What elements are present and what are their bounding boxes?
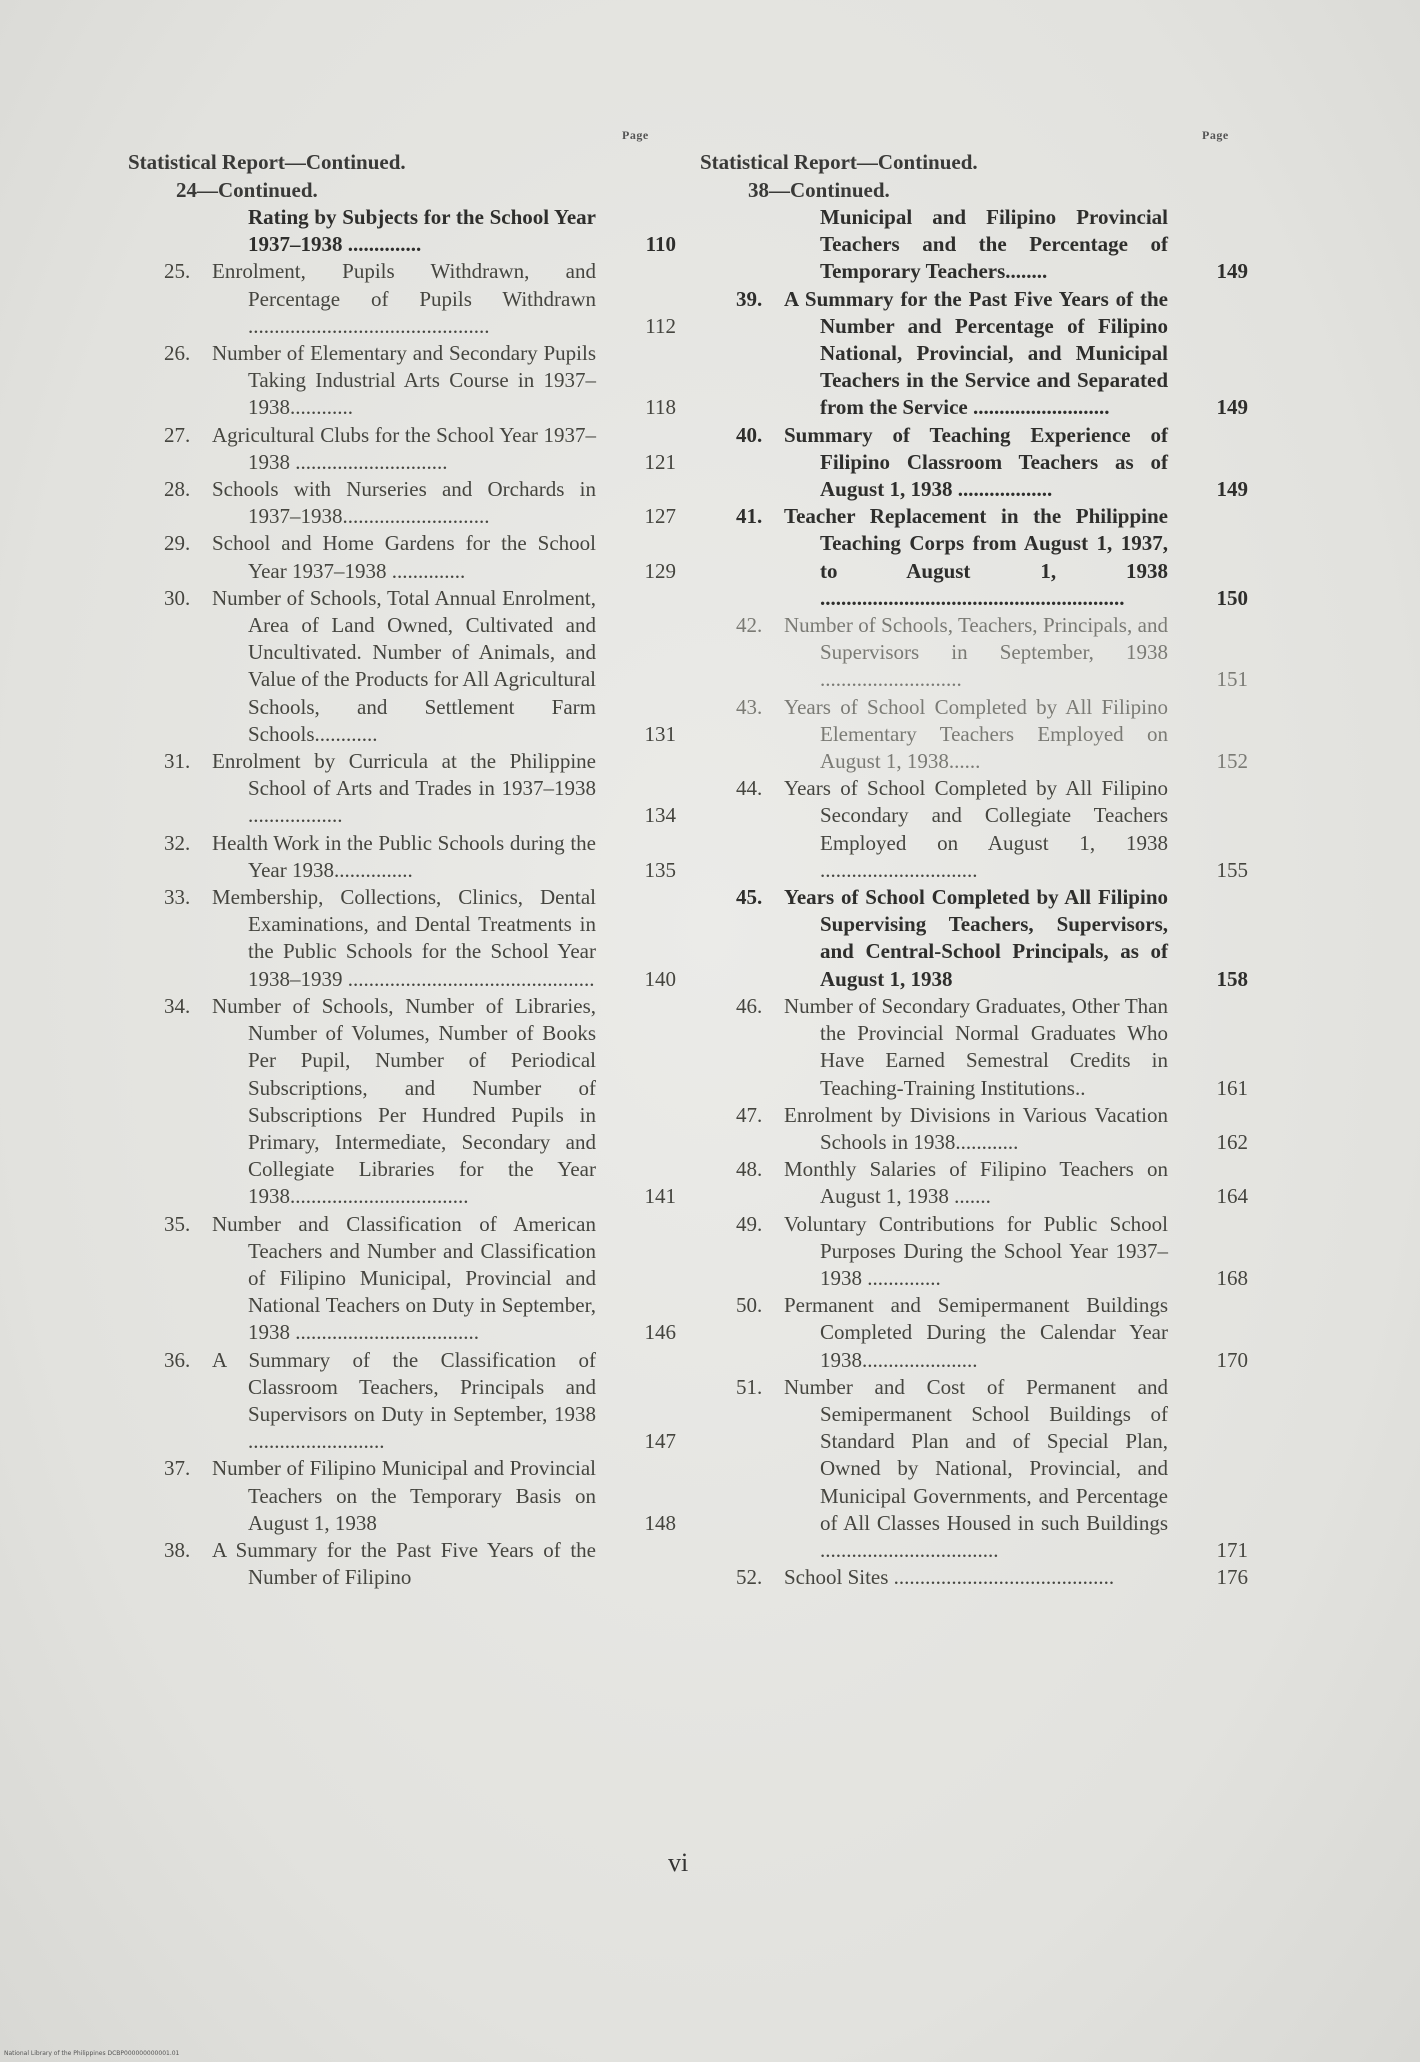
toc-list-left bbox=[164, 204, 680, 1591]
toc-entry-title: Number of Schools, Total Annual Enrolment, Area of Land Owned, Cultivated and Uncultivated. Number of Animals, and Value of the Products for All Agricultural Schools, and Settlement Farm Schools............ bbox=[212, 585, 596, 746]
toc-entry-number: 48. bbox=[736, 1157, 763, 1182]
toc-entry bbox=[164, 340, 680, 422]
toc-entry-page: 135 bbox=[644, 857, 676, 882]
toc-entry-number: 44. bbox=[736, 776, 763, 801]
toc-entry-page: 161 bbox=[1216, 1075, 1248, 1100]
toc-entry bbox=[176, 204, 680, 258]
toc-entry bbox=[736, 1374, 1252, 1564]
toc-entry-number: 26. bbox=[164, 341, 191, 366]
toc-entry-title: Schools with Nurseries and Orchards in 1937–1938............................ bbox=[212, 477, 596, 529]
toc-entry bbox=[164, 530, 680, 584]
toc-entry-number: 31. bbox=[164, 749, 191, 774]
toc-entry-number: 36. bbox=[164, 1347, 191, 1372]
toc-entry-title: Enrolment, Pupils Withdrawn, and Percentage of Pupils Withdrawn .............................................. bbox=[212, 259, 596, 338]
toc-list-right bbox=[736, 204, 1252, 1591]
toc-entry-page: 155 bbox=[1216, 857, 1248, 882]
toc-entry-title: Number and Cost of Permanent and Semipermanent School Buildings of Standard Plan and of Special Plan, Owned by National, Provincial, and Municipal Governments, and Percentage of All Classes Housed in such Buildings .................................. bbox=[784, 1374, 1168, 1562]
toc-entry-title: Number of Schools, Teachers, Principals, and Supervisors in September, 1938 ........................... bbox=[784, 613, 1168, 692]
toc-entry bbox=[736, 1211, 1252, 1293]
toc-entry bbox=[736, 1564, 1252, 1591]
toc-entry-number: 38. bbox=[164, 1537, 191, 1562]
toc-entry-page: 147 bbox=[644, 1429, 676, 1454]
toc-entry bbox=[164, 1537, 680, 1591]
toc-entry-page: 176 bbox=[1216, 1565, 1248, 1590]
toc-entry-title: Rating by Subjects for the School Year 1937–1938 .............. bbox=[248, 205, 596, 257]
toc-entry-number: 42. bbox=[736, 613, 763, 638]
archive-stamp: National Library of the Philippines DCBP000000000001.01 bbox=[4, 2050, 180, 2057]
toc-entry-number: 45. bbox=[736, 885, 763, 910]
toc-entry-number: 34. bbox=[164, 993, 191, 1018]
toc-entry bbox=[164, 993, 680, 1211]
toc-entry-page: 171 bbox=[1216, 1537, 1248, 1562]
toc-entry bbox=[736, 1102, 1252, 1156]
toc-entry-page: 151 bbox=[1216, 667, 1248, 692]
toc-entry bbox=[164, 1211, 680, 1347]
toc-entry-number: 40. bbox=[736, 422, 763, 447]
toc-entry-page: 141 bbox=[644, 1184, 676, 1209]
toc-entry-page: 131 bbox=[644, 721, 676, 746]
toc-entry-title: Permanent and Semipermanent Buildings Completed During the Calendar Year 1938...................... bbox=[784, 1293, 1168, 1372]
toc-entry-number: 52. bbox=[736, 1565, 763, 1590]
toc-entry-title: Years of School Completed by All Filipino Elementary Teachers Employed on August 1, 1938...... bbox=[784, 694, 1168, 774]
toc-entry-number: 28. bbox=[164, 477, 191, 502]
toc-entry-page: 121 bbox=[644, 449, 676, 474]
toc-entry-title: Number of Filipino Municipal and Provincial Teachers on the Temporary Basis on August 1, 1938 bbox=[212, 1456, 596, 1535]
toc-entry-number: 27. bbox=[164, 422, 191, 447]
toc-entry-title: Number of Elementary and Secondary Pupils Taking Industrial Arts Course in 1937–1938............ bbox=[212, 341, 596, 420]
toc-entry-page: 118 bbox=[645, 395, 676, 420]
toc-entry-title: Agricultural Clubs for the School Year 1937–1938 ............................. bbox=[212, 422, 596, 474]
toc-entry-page: 127 bbox=[644, 504, 676, 529]
toc-entry-number: 47. bbox=[736, 1102, 763, 1127]
toc-entry-number: 46. bbox=[736, 993, 763, 1018]
toc-entry-title: Years of School Completed by All Filipino Secondary and Collegiate Teachers Employed on August 1, 1938 .............................. bbox=[784, 776, 1168, 882]
toc-entry-page: 140 bbox=[644, 966, 676, 991]
section-title-left: Statistical Report—Continued. bbox=[128, 150, 406, 174]
toc-entry-number: 39. bbox=[736, 286, 763, 311]
toc-entry bbox=[164, 830, 680, 884]
toc-entry bbox=[164, 258, 680, 340]
page-number: vi bbox=[668, 1848, 689, 1877]
toc-entry-number: 32. bbox=[164, 830, 191, 855]
toc-entry bbox=[736, 694, 1252, 776]
toc-entry-number: 35. bbox=[164, 1211, 191, 1236]
toc-entry-number: 29. bbox=[164, 531, 191, 556]
toc-entry-title: Enrolment by Divisions in Various Vacation Schools in 1938............ bbox=[784, 1102, 1168, 1154]
toc-entry-page: 149 bbox=[1216, 477, 1248, 502]
toc-entry-page: 149 bbox=[1216, 395, 1248, 420]
toc-entry-title: Enrolment by Curricula at the Philippine School of Arts and Trades in 1937–1938 .................. bbox=[212, 749, 596, 828]
toc-entry-page: 168 bbox=[1216, 1265, 1248, 1290]
toc-entry-title: Monthly Salaries of Filipino Teachers on August 1, 1938 ....... bbox=[784, 1157, 1168, 1209]
toc-entry bbox=[736, 993, 1252, 1102]
toc-entry-title: A Summary for the Past Five Years of the Number of Filipino bbox=[212, 1537, 596, 1590]
toc-entry-number: 41. bbox=[736, 504, 763, 529]
toc-entry-page: 164 bbox=[1216, 1184, 1248, 1209]
toc-entry bbox=[736, 612, 1252, 694]
continued-label-right: 38—Continued. bbox=[748, 178, 890, 202]
section-title-right: Statistical Report—Continued. bbox=[700, 150, 978, 174]
toc-entry bbox=[736, 1156, 1252, 1210]
toc-entry-page: 129 bbox=[644, 558, 676, 583]
toc-entry-title: Teacher Replacement in the Philippine Teaching Corps from August 1, 1937, to August 1, 1938 .......................................................... bbox=[784, 504, 1168, 610]
toc-entry-page: 146 bbox=[644, 1320, 676, 1345]
toc-entry-title: Summary of Teaching Experience of Filipino Classroom Teachers as of August 1, 1938 .................. bbox=[784, 422, 1168, 502]
toc-entry-title: A Summary of the Classification of Classroom Teachers, Principals and Supervisors on Duty in September, 1938 .......................... bbox=[212, 1347, 596, 1454]
toc-entry-title: Number of Schools, Number of Libraries, Number of Volumes, Number of Books Per Pupil, Number of Periodical Subscriptions, and Number of Subscriptions Per Hundred Pupils in Primary, Intermediate, Secondary and Collegiate Libraries for the Year 1938.................................. bbox=[212, 993, 596, 1209]
page-column-header-left: Page bbox=[622, 128, 649, 142]
toc-entry-number: 25. bbox=[164, 259, 191, 284]
toc-entry-number: 51. bbox=[736, 1374, 763, 1399]
toc-entry-page: 148 bbox=[644, 1510, 676, 1535]
toc-entry-page: 152 bbox=[1216, 749, 1248, 774]
toc-entry-page: 149 bbox=[1216, 259, 1248, 284]
continued-label-left: 24—Continued. bbox=[176, 178, 318, 202]
toc-entry bbox=[164, 585, 680, 748]
toc-entry-title: School and Home Gardens for the School Year 1937–1938 .............. bbox=[212, 531, 596, 583]
toc-entry-title: Number of Secondary Graduates, Other Than the Provincial Normal Graduates Who Have Earned Semestral Credits in Teaching-Training Institutions.. bbox=[784, 993, 1168, 1100]
toc-entry bbox=[164, 748, 680, 830]
toc-entry-number: 30. bbox=[164, 585, 191, 610]
toc-entry bbox=[736, 775, 1252, 884]
toc-entry-number: 37. bbox=[164, 1456, 191, 1481]
toc-entry-page: 112 bbox=[645, 313, 676, 338]
toc-entry-title: Health Work in the Public Schools during the Year 1938............... bbox=[212, 830, 596, 882]
toc-entry bbox=[736, 1292, 1252, 1374]
toc-entry bbox=[736, 422, 1252, 504]
toc-entry bbox=[748, 204, 1252, 286]
toc-entry bbox=[164, 476, 680, 530]
page-column-header-right: Page bbox=[1202, 128, 1229, 142]
toc-entry-title: Membership, Collections, Clinics, Dental Examinations, and Dental Treatments in the Public Schools for the School Year 1938–1939 ............................................... bbox=[212, 885, 596, 991]
toc-entry bbox=[164, 422, 680, 476]
toc-entry bbox=[736, 503, 1252, 612]
toc-entry-title: A Summary for the Past Five Years of the Number and Percentage of Filipino National, Provincial, and Municipal Teachers in the Service and Separated from the Service .......................... bbox=[784, 286, 1168, 420]
toc-entry-title: Years of School Completed by All Filipino Supervising Teachers, Supervisors, and Central-School Principals, as of August 1, 1938 bbox=[784, 885, 1168, 991]
toc-entry-number: 33. bbox=[164, 885, 191, 910]
toc-entry-page: 150 bbox=[1216, 585, 1248, 610]
toc-entry-page: 162 bbox=[1216, 1129, 1248, 1154]
toc-entry bbox=[736, 286, 1252, 422]
toc-entry-page: 170 bbox=[1216, 1347, 1248, 1372]
toc-entry bbox=[164, 884, 680, 993]
toc-entry-page: 134 bbox=[644, 803, 676, 828]
toc-entry-number: 50. bbox=[736, 1293, 763, 1318]
toc-entry-number: 43. bbox=[736, 694, 763, 719]
toc-entry-title: Voluntary Contributions for Public School Purposes During the School Year 1937–1938 .............. bbox=[784, 1211, 1168, 1290]
toc-entry-page: 158 bbox=[1216, 966, 1248, 991]
toc-entry-page: 110 bbox=[645, 232, 676, 257]
toc-entry-number: 49. bbox=[736, 1211, 763, 1236]
toc-entry bbox=[164, 1455, 680, 1537]
toc-entry-title: Municipal and Filipino Provincial Teachers and the Percentage of Temporary Teachers........ bbox=[820, 205, 1168, 284]
toc-entry-title: Number and Classification of American Teachers and Number and Classification of Filipino Municipal, Provincial and National Teachers on Duty in September, 1938 ................................... bbox=[212, 1211, 596, 1345]
toc-entry bbox=[736, 884, 1252, 993]
toc-entry-title: School Sites .......................................... bbox=[784, 1565, 1115, 1590]
toc-entry bbox=[164, 1347, 680, 1456]
